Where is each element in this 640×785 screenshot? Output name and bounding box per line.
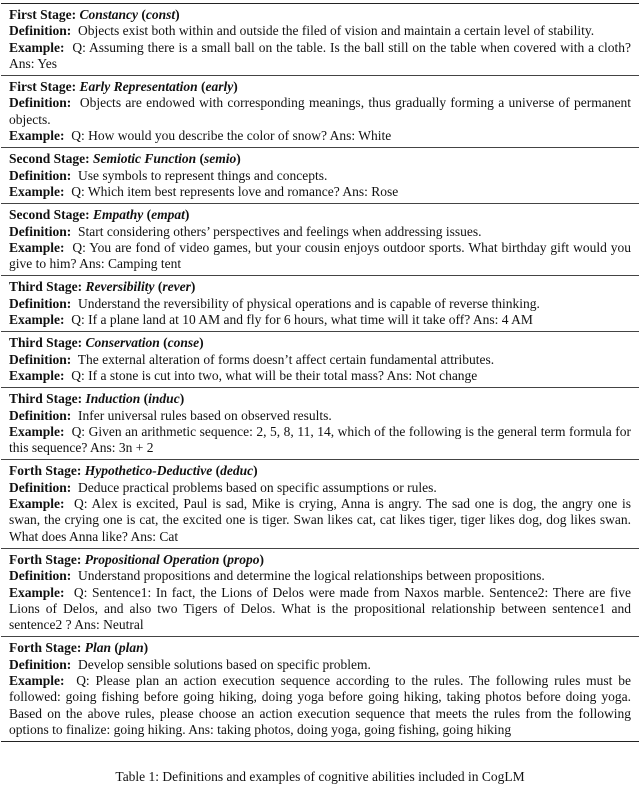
definition-text: Develop sensible solutions based on specific problem. <box>78 656 371 672</box>
example-label: Example: <box>9 312 65 328</box>
ability-name: Reversibility <box>85 279 155 295</box>
example-line <box>9 40 631 73</box>
definition-label: Definition: <box>9 167 72 183</box>
definition-label: Definition: <box>9 351 72 367</box>
definition-line <box>9 224 631 240</box>
example-label: Example: <box>9 584 65 600</box>
example-text: Q: If a stone is cut into two, what will be their total mass? Ans: Not change <box>71 367 478 383</box>
definition-label: Definition: <box>9 295 72 311</box>
ability-row <box>1 4 639 76</box>
example-line <box>9 128 631 144</box>
example-text: Q: You are fond of video games, but your cousin enjoys outdoor sports. What birthday gift would you give to him? Ans: Camping tent <box>9 239 631 272</box>
ability-name: Empathy <box>93 207 144 223</box>
definition-label: Definition: <box>9 23 72 39</box>
definition-text: Objects are endowed with corresponding meanings, thus gradually forming a universe of permanent objects. <box>9 95 632 127</box>
definition-label: Definition: <box>9 407 72 423</box>
ability-name: Constancy <box>79 7 138 22</box>
example-label: Example: <box>9 496 65 512</box>
example-text: Q: How would you describe the color of snow? Ans: White <box>71 128 392 144</box>
ability-row <box>1 204 639 276</box>
stage-label: Forth Stage: <box>9 640 82 656</box>
definition-label: Definition: <box>9 568 72 584</box>
example-line <box>9 184 631 200</box>
definition-text: Use symbols to represent things and concepts. <box>78 167 328 183</box>
definition-text: Deduce practical problems based on specific assumptions or rules. <box>78 479 437 495</box>
example-line <box>9 240 631 273</box>
ability-row <box>1 148 639 204</box>
table-caption: Table 1: Definitions and examples of cognitive abilities included in CogLM <box>115 769 525 784</box>
stage-label: Forth Stage: <box>9 551 82 567</box>
ability-abbr: deduc <box>220 463 254 479</box>
ability-name: Induction <box>85 391 141 407</box>
ability-abbr: empat <box>151 207 185 223</box>
example-label: Example: <box>9 239 65 255</box>
row-heading: Forth Stage: Hypothetico-Deductive (deduc) <box>9 463 258 479</box>
ability-row <box>1 76 639 148</box>
definition-line <box>9 408 631 424</box>
ability-row <box>1 388 639 460</box>
stage-label: First Stage: <box>9 79 77 95</box>
example-label: Example: <box>9 672 65 688</box>
abilities-table <box>1 3 639 742</box>
example-line <box>9 585 631 634</box>
ability-row <box>1 276 639 332</box>
example-label: Example: <box>9 39 65 55</box>
ability-abbr: semio <box>204 151 237 167</box>
example-line <box>9 424 631 457</box>
example-line <box>9 312 631 328</box>
row-heading: Third Stage: Reversibility (rever) <box>9 279 196 295</box>
ability-abbr: propo <box>227 551 260 567</box>
stage-label: Second Stage: <box>9 151 90 167</box>
definition-label: Definition: <box>9 95 72 111</box>
stage-label: Third Stage: <box>9 335 83 351</box>
ability-name: Plan <box>84 640 111 656</box>
definition-text: The external alteration of forms doesn’t affect certain fundamental attributes. <box>77 351 495 367</box>
example-label: Example: <box>9 367 65 383</box>
example-text: Q: Please plan an action execution sequence according to the rules. The following rules must be followed: going fishing before going hiking, doing yoga before going hiking, taking photos before doing yoga. Based on the above rules, please choose an action execution sequence that meets the rules from the following options to finalize: going hiking. Ans: taking photos, doing yoga, going fishing, going hiking <box>9 672 631 737</box>
definition-label: Definition: <box>9 656 72 672</box>
example-text: Q: If a plane land at 10 AM and fly for 6 hours, what time will it take off? Ans: 4 AM <box>71 312 533 328</box>
definition-line <box>9 296 631 312</box>
stage-label: Third Stage: <box>9 279 83 295</box>
example-line <box>9 496 631 545</box>
row-heading: First Stage: Constancy (const) <box>9 7 180 22</box>
ability-row <box>1 637 639 741</box>
definition-line <box>9 480 631 496</box>
ability-abbr: induc <box>148 391 180 407</box>
ability-abbr: plan <box>118 640 144 656</box>
definition-text: Understand the reversibility of physical operations and is capable of reverse thinking. <box>78 295 540 311</box>
definition-text: Infer universal rules based on observed results. <box>78 407 332 423</box>
ability-abbr: early <box>205 79 234 95</box>
row-heading: Forth Stage: Plan (plan) <box>9 640 149 656</box>
definition-line <box>9 352 631 368</box>
example-label: Example: <box>9 183 65 199</box>
stage-label: First Stage: <box>9 7 77 22</box>
example-text: Q: Given an arithmetic sequence: 2, 5, 8, 11, 14, which of the following is the general term formula for this sequence? Ans: 3n + 2 <box>9 423 632 456</box>
example-label: Example: <box>9 423 65 439</box>
ability-row <box>1 549 639 637</box>
example-line <box>9 368 631 384</box>
definition-text: Start considering others’ perspectives and feelings when addressing issues. <box>78 223 482 239</box>
definition-label: Definition: <box>9 223 72 239</box>
ability-abbr: conse <box>167 335 200 351</box>
row-heading: Third Stage: Induction (induc) <box>9 391 185 407</box>
ability-row <box>1 332 639 388</box>
stage-label: Second Stage: <box>9 207 90 223</box>
definition-text: Objects exist both within and outside the filed of vision and maintain a certain level of stability. <box>78 23 595 39</box>
stage-label: Third Stage: <box>9 391 83 407</box>
ability-name: Conservation <box>85 335 160 351</box>
example-text: Q: Assuming there is a small ball on the table. Is the ball still on the table when covered with a cloth? Ans: Yes <box>9 39 631 71</box>
definition-text: Understand propositions and determine the logical relationships between propositions. <box>78 568 545 584</box>
row-heading: Forth Stage: Propositional Operation (propo) <box>9 551 265 567</box>
ability-name: Hypothetico-Deductive <box>84 463 213 479</box>
row-heading: Second Stage: Empathy (empat) <box>9 207 190 223</box>
example-line <box>9 673 631 738</box>
definition-line <box>9 23 631 39</box>
definition-label: Definition: <box>9 479 72 495</box>
row-heading: First Stage: Early Representation (early) <box>9 79 238 95</box>
definition-line <box>9 568 631 584</box>
example-text: Q: Alex is excited, Paul is sad, Mike is crying, Anna is angry. The sad one is dog, the angry one is swan, the crying one is cat, the excited one is tiger. Swan likes cat, cat likes tiger, tiger likes dog, dog likes swan. What does Anna like? Ans: Cat <box>9 496 632 544</box>
definition-line <box>9 95 631 128</box>
ability-name: Propositional Operation <box>84 551 220 567</box>
ability-row <box>1 460 639 548</box>
definition-line <box>9 657 631 673</box>
stage-label: Forth Stage: <box>9 463 82 479</box>
ability-abbr: const <box>145 7 176 22</box>
row-heading: Second Stage: Semiotic Function (semio) <box>9 151 241 167</box>
example-text: Q: Sentence1: In fact, the Lions of Delos were made from Naxos marble. Sentence2: There are five Lions of Delos, and also two Tigers of Delos. What is the propositional relationship between sentence1 and sentence2 ? Ans: Neutral <box>9 584 631 633</box>
example-text: Q: Which item best represents love and romance? Ans: Rose <box>71 183 399 199</box>
ability-name: Early Representation <box>79 79 198 95</box>
definition-line <box>9 168 631 184</box>
row-heading: Third Stage: Conservation (conse) <box>9 335 204 351</box>
ability-abbr: rever <box>162 279 191 295</box>
example-label: Example: <box>9 128 65 144</box>
ability-name: Semiotic Function <box>93 151 197 167</box>
